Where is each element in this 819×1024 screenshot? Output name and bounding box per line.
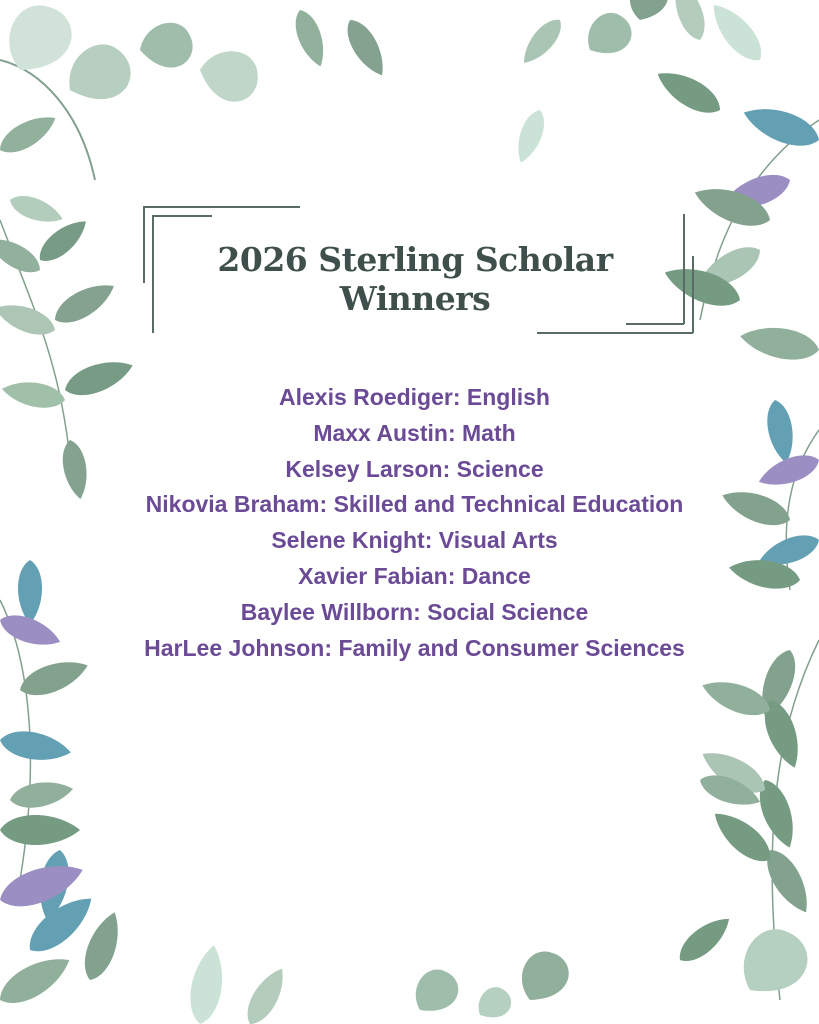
winner-category: Science bbox=[456, 455, 544, 482]
title-frame-bottom-inner bbox=[626, 323, 684, 325]
winner-category: English bbox=[466, 384, 550, 410]
page-title: 2026 Sterling Scholar Winners bbox=[217, 240, 613, 318]
winners-list bbox=[60, 380, 769, 666]
winner-item: HarLee Johnson: Family and Consumer Sciences bbox=[144, 634, 685, 661]
winner-category: Visual Arts bbox=[438, 527, 558, 554]
winner-name: Kelsey Larson bbox=[285, 455, 443, 482]
winner-name: Alexis Roediger bbox=[279, 384, 453, 410]
title-frame-right-inner bbox=[683, 214, 685, 324]
foliage-bottom-right bbox=[672, 640, 819, 1000]
winner-item: Kelsey Larson: Science bbox=[285, 455, 544, 482]
winner-category: Math bbox=[462, 419, 516, 446]
title-frame-top bbox=[143, 206, 300, 208]
title-frame-top-inner bbox=[152, 215, 212, 217]
winner-category: Social Science bbox=[427, 598, 589, 625]
winner-item: Xavier Fabian: Dance bbox=[298, 562, 531, 589]
winner-category: Family and Consumer Sciences bbox=[338, 634, 685, 661]
winner-item: Maxx Austin: Math bbox=[313, 419, 516, 446]
winner-name: Maxx Austin bbox=[313, 419, 448, 446]
winner-item: Nikovia Braham: Skilled and Technical Education bbox=[145, 491, 684, 518]
title-frame-left bbox=[143, 206, 145, 283]
title-frame-bottom bbox=[537, 332, 693, 334]
winner-name: HarLee Johnson bbox=[144, 634, 325, 661]
winner-category: Skilled and Technical Education bbox=[333, 491, 684, 518]
foliage-bottom-middle bbox=[185, 943, 572, 1024]
winner-category: Dance bbox=[461, 562, 531, 589]
winner-item: Alexis Roediger: English bbox=[279, 384, 550, 410]
winner-name: Selene Knight bbox=[271, 527, 425, 554]
winner-item: Baylee Willborn: Social Science bbox=[240, 598, 589, 625]
winner-item: Selene Knight: Visual Arts bbox=[271, 527, 558, 554]
winner-name: Baylee Willborn bbox=[240, 598, 414, 625]
title-frame-right bbox=[692, 256, 694, 333]
winner-name: Xavier Fabian bbox=[298, 562, 448, 589]
winner-name: Nikovia Braham bbox=[145, 491, 320, 518]
